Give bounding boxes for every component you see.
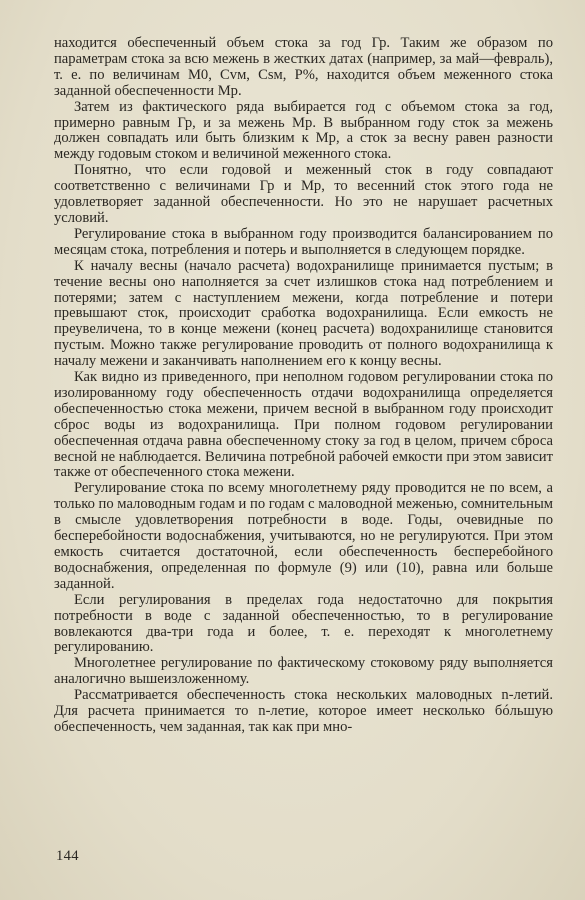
body-text	[54, 36, 553, 736]
paragraph: Рассматривается обеспеченность стока нескольких маловодных n-летий. Для расчета принимается то n-летие, которое имеет несколько бóльшую обеспеченность, чем заданная, так как при мно-	[54, 687, 553, 735]
paragraph: Как видно из приведенного, при неполном годовом регулировании стока по изолированному году обеспеченность отдачи водохранилища определяется обеспеченностью стока межени, причем весной в выбранном году происходит сброс воды из водохранилища. При полном годовом регулировании обеспеченная отдача равна обеспеченному стоку за год в целом, причем сброса весной не наблюдается. Величина потребной рабочей емкости при этом зависит также от обеспеченного стока межени.	[54, 369, 553, 481]
paragraph: Если регулирования в пределах года недостаточно для покрытия потребности в воде с заданной обеспеченностью, то в регулирование вовлекаются два-три года и более, т. е. переходят к многолетнему регулированию.	[54, 591, 553, 656]
paragraph: Регулирование стока по всему многолетнему ряду проводится не по всем, а только по маловодным годам и по годам с маловодной меженью, сомнительным в смысле удовлетворения потребности в воде. Годы, очевидные по бесперебойности водоснабжения, учитываются, но не регулируются. При этом емкость считается достаточной, если обеспеченность бесперебойного водоснабжения, определенная по формуле (9) или (10), равна или больше заданной.	[54, 480, 553, 592]
page-number: 144	[56, 848, 79, 864]
paragraph: Затем из фактического ряда выбирается год с объемом стока за год, примерно равным Гр, и за межень Mр. В выбранном году сток за межень должен совпадать или быть близким к Mр, а сток за весну равен разности между годовым стоком и величиной меженного стока.	[54, 98, 553, 163]
paragraph: находится обеспеченный объем стока за год Гр. Таким же образом по параметрам стока за всю межень в жестких датах (например, за май—февраль), т. е. по величинам M0, Cvм, Csм, P%, находится объем меженного стока заданной обеспеченности Mр.	[54, 35, 553, 99]
paragraph: Многолетнее регулирование по фактическому стоковому ряду выполняется аналогично вышеизложенному.	[54, 655, 553, 688]
paragraph: Понятно, что если годовой и меженный сток в году совпадают соответственно с величинами Гр и Mр, то весенний сток этого года не удовлетворяет заданной обеспеченности. Но это не нарушает расчетных условий.	[54, 162, 553, 226]
paragraph: К началу весны (начало расчета) водохранилище принимается пустым; в течение весны оно наполняется за счет излишков стока над потреблением и потерями; затем с наступлением межени, когда потребление и потери превышают сток, происходит сработка водохранилища. Если емкость не преувеличена, то в конце межени (конец расчета) водохранилище становится пустым. Можно также регулирование проводить от полного водохранилища к началу межени и заканчивать наполнением его к концу весны.	[54, 257, 553, 370]
paragraph: Регулирование стока в выбранном году производится балансированием по месяцам стока, потребления и потерь и выполняется в следующем порядке.	[54, 225, 553, 258]
